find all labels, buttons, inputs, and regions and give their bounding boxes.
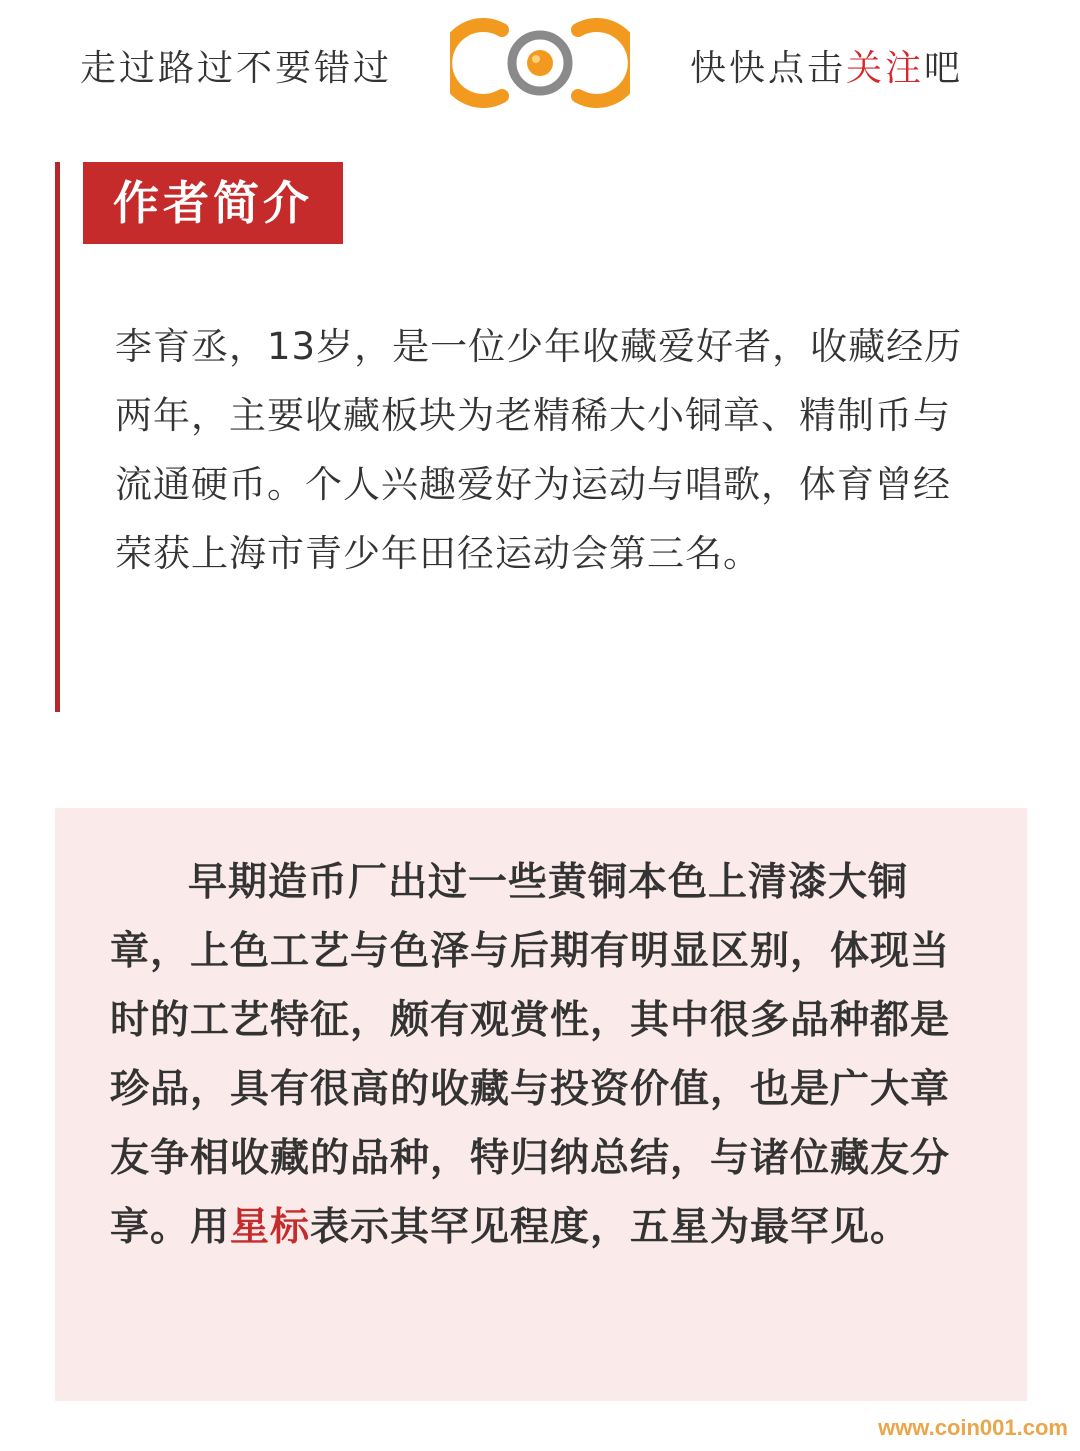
intro-text-post: 表示其罕见程度，五星为最罕见。	[310, 1205, 911, 1250]
star-rating-highlight: 星标	[230, 1205, 311, 1250]
header-banner	[0, 0, 1080, 130]
author-heading: 作者简介	[83, 162, 343, 244]
slogan-left: 走过路过不要错过	[80, 48, 393, 89]
follow-highlight: 关注	[846, 48, 925, 89]
author-bio: 李育丞，13岁，是一位少年收藏爱好者，收藏经历两年，主要收藏板块为老精稀大小铜章、精制币与流通硬币。个人兴趣爱好为运动与唱歌，体育曾经荣获上海市青少年田径运动会第三名。	[115, 325, 963, 575]
intro-box	[55, 808, 1027, 1401]
intro-paragraph	[110, 848, 972, 1262]
slogan-right	[690, 40, 963, 91]
coin-logo-icon	[450, 18, 630, 108]
author-accent-bar	[55, 162, 60, 712]
slogan-right-pre: 快快点击	[690, 48, 847, 89]
slogan-right-post: 吧	[924, 48, 964, 89]
author-section	[55, 162, 1035, 712]
watermark: www.coin001.com	[878, 1415, 1068, 1440]
intro-text-pre: 早期造币厂出过一些黄铜本色上清漆大铜章，上色工艺与色泽与后期有明显区别，体现当时的工艺特征，颇有观赏性，其中很多品种都是珍品，具有很高的收藏与投资价值，也是广大章友争相收藏的品种，特归纳总结，与诸位藏友分享。用	[110, 860, 951, 1250]
